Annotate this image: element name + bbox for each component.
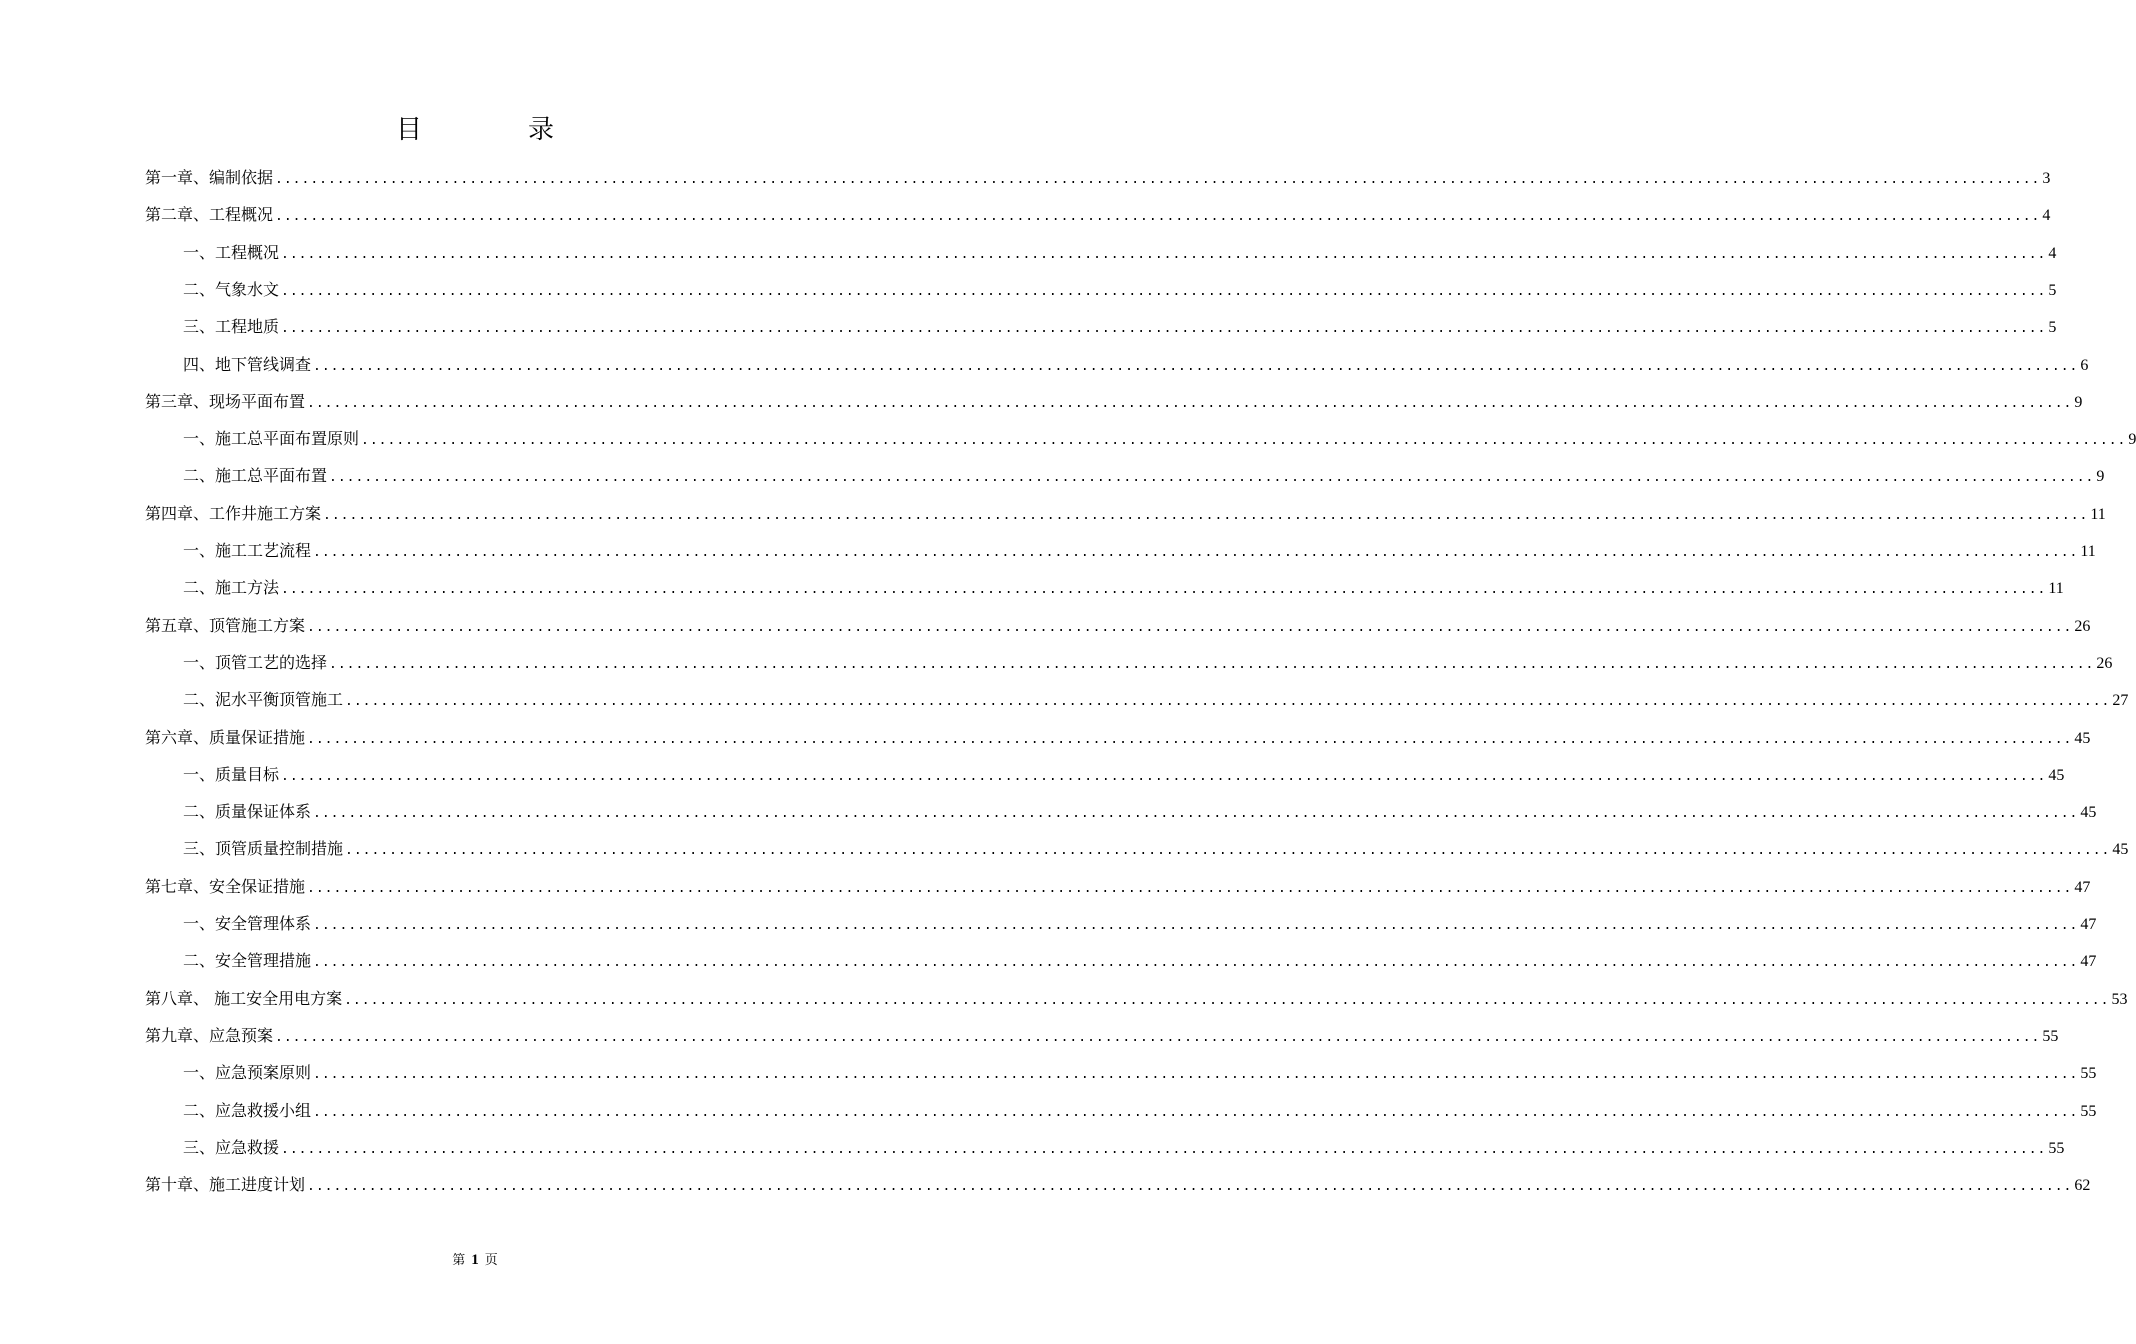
toc-entry-page-number: 9	[2128, 431, 2136, 449]
toc-entry-label: 三、顶管质量控制措施	[183, 839, 344, 859]
toc-entry-label: 二、应急救援小组	[183, 1100, 312, 1120]
toc-section-entry[interactable]	[183, 239, 2057, 267]
toc-dot-leader: ........................................................................................................................................................................................................	[281, 246, 2047, 262]
toc-entry-label: 第七章、安全保证措施	[145, 876, 306, 896]
toc-dot-leader: ........................................................................................................................................................................................................	[313, 955, 2079, 971]
toc-entry-page-number: 9	[2096, 468, 2105, 486]
toc-entry-page-number: 26	[2074, 617, 2091, 635]
toc-entry-page-number: 45	[2048, 766, 2065, 784]
toc-entry-page-number: 47	[2080, 953, 2097, 971]
toc-entry-label: 第八章、 施工安全用电方案	[145, 988, 343, 1008]
footer-page-number: 1	[471, 1252, 479, 1268]
toc-entry-page-number: 11	[2090, 505, 2106, 523]
toc-section-entry[interactable]	[183, 798, 2097, 826]
toc-entry-page-number: 55	[2080, 1102, 2097, 1120]
toc-entry-page-number: 27	[2112, 692, 2129, 710]
toc-dot-leader: ........................................................................................................................................................................................................	[275, 1029, 2041, 1045]
footer-prefix: 第	[452, 1253, 466, 1268]
toc-dot-leader: ........................................................................................................................................................................................................	[313, 545, 2079, 560]
toc-section-entry[interactable]	[183, 425, 2136, 453]
toc-entry-label: 一、施工工艺流程	[183, 541, 312, 560]
toc-dot-leader: ........................................................................................................................................................................................................	[329, 656, 2095, 672]
toc-entry-page-number: 53	[2111, 990, 2128, 1008]
toc-dot-leader: ........................................................................................................................................................................................................	[281, 283, 2047, 299]
toc-section-entry[interactable]	[183, 947, 2097, 975]
toc-entry-label: 第一章、编制依据	[145, 168, 274, 187]
toc-entry-label: 二、质量保证体系	[183, 802, 312, 822]
toc-chapter-entry[interactable]	[145, 388, 2083, 416]
toc-entry-page-number: 55	[2042, 1027, 2059, 1045]
toc-section-entry[interactable]	[183, 1134, 2065, 1162]
toc-entry-page-number: 3	[2042, 170, 2051, 187]
toc-entry-page-number: 5	[2048, 319, 2057, 337]
toc-entry-page-number: 47	[2080, 916, 2097, 933]
toc-dot-leader: ........................................................................................................................................................................................................	[345, 843, 2111, 859]
toc-section-entry[interactable]	[183, 537, 2096, 565]
toc-section-entry[interactable]	[183, 649, 2113, 677]
toc-dot-leader: ........................................................................................................................................................................................................	[281, 582, 2047, 598]
toc-entry-label: 一、工程概况	[183, 242, 280, 262]
toc-entry-page-number: 9	[2074, 393, 2083, 411]
toc-chapter-entry[interactable]	[145, 500, 2106, 528]
toc-dot-leader: ........................................................................................................................................................................................................	[281, 321, 2047, 337]
toc-entry-label: 二、泥水平衡顶管施工	[183, 690, 344, 710]
page-footer	[0, 1248, 950, 1273]
toc-dot-leader: ........................................................................................................................................................................................................	[281, 768, 2047, 784]
toc-dot-leader: ........................................................................................................................................................................................................	[344, 992, 2110, 1008]
toc-dot-leader: ........................................................................................................................................................................................................	[313, 1067, 2079, 1083]
toc-dot-leader: ........................................................................................................................................................................................................	[345, 694, 2111, 710]
toc-entry-page-number: 4	[2048, 244, 2057, 262]
toc-entry-label: 第三章、现场平面布置	[145, 391, 306, 411]
toc-entry-page-number: 45	[2112, 841, 2129, 859]
toc-chapter-entry[interactable]	[145, 985, 2128, 1013]
toc-dot-leader: ........................................................................................................................................................................................................	[313, 358, 2079, 374]
toc-chapter-entry[interactable]	[145, 724, 2091, 752]
toc-entry-page-number: 6	[2080, 356, 2089, 374]
toc-entry-label: 第九章、应急预案	[145, 1025, 274, 1045]
toc-section-entry[interactable]	[183, 462, 2105, 490]
toc-section-entry[interactable]	[183, 1059, 2097, 1087]
toc-entry-label: 二、安全管理措施	[183, 951, 312, 971]
toc-entry-page-number: 55	[2080, 1065, 2097, 1083]
toc-section-entry[interactable]	[183, 351, 2089, 379]
toc-chapter-entry[interactable]	[145, 612, 2091, 640]
toc-section-entry[interactable]	[183, 835, 2129, 863]
toc-entry-page-number: 62	[2074, 1177, 2091, 1195]
toc-entry-page-number: 47	[2074, 878, 2091, 896]
toc-entry-label: 第二章、工程概况	[145, 205, 274, 225]
toc-section-entry[interactable]	[183, 1097, 2097, 1125]
toc-entry-page-number: 55	[2048, 1139, 2065, 1157]
toc-entry-page-number: 45	[2074, 729, 2091, 747]
toc-entry-page-number: 5	[2048, 281, 2057, 299]
toc-dot-leader: ........................................................................................................................................................................................................	[361, 433, 2127, 449]
toc-entry-page-number: 11	[2080, 543, 2096, 560]
toc-dot-leader: ........................................................................................................................................................................................................	[307, 880, 2073, 896]
toc-dot-leader: ........................................................................................................................................................................................................	[307, 395, 2073, 411]
toc-chapter-entry[interactable]	[145, 164, 2051, 192]
page-title: 目 录	[395, 115, 594, 145]
toc-chapter-entry[interactable]	[145, 201, 2051, 229]
footer-suffix: 页	[484, 1253, 498, 1268]
toc-dot-leader: ........................................................................................................................................................................................................	[329, 470, 2095, 486]
toc-entry-label: 二、施工总平面布置	[183, 466, 328, 486]
toc-dot-leader: ........................................................................................................................................................................................................	[307, 1179, 2073, 1195]
toc-dot-leader: ........................................................................................................................................................................................................	[307, 619, 2073, 635]
toc-entry-label: 一、安全管理体系	[183, 914, 312, 933]
toc-dot-leader: ........................................................................................................................................................................................................	[275, 209, 2041, 225]
toc-entry-label: 一、顶管工艺的选择	[183, 652, 328, 672]
toc-entry-label: 二、气象水文	[183, 279, 280, 299]
toc-section-entry[interactable]	[183, 686, 2129, 714]
toc-entry-page-number: 26	[2096, 654, 2113, 672]
toc-entry-page-number: 11	[2048, 580, 2064, 598]
toc-dot-leader: ........................................................................................................................................................................................................	[307, 731, 2073, 747]
toc-section-entry[interactable]	[183, 761, 2065, 789]
toc-entry-label: 一、施工总平面布置原则	[183, 429, 360, 449]
toc-entry-label: 第六章、质量保证措施	[145, 727, 306, 747]
toc-section-entry[interactable]	[183, 276, 2057, 304]
toc-section-entry[interactable]	[183, 574, 2064, 602]
toc-dot-leader: ........................................................................................................................................................................................................	[313, 1104, 2079, 1120]
toc-chapter-entry[interactable]	[145, 1171, 2091, 1199]
toc-chapter-entry[interactable]	[145, 1022, 2059, 1050]
toc-section-entry[interactable]	[183, 313, 2057, 341]
toc-dot-leader: ........................................................................................................................................................................................................	[323, 507, 2089, 523]
toc-section-entry[interactable]	[183, 910, 2097, 938]
toc-dot-leader: ........................................................................................................................................................................................................	[313, 806, 2079, 822]
toc-dot-leader: ........................................................................................................................................................................................................	[275, 172, 2041, 187]
toc-entry-label: 第十章、施工进度计划	[145, 1175, 306, 1195]
toc-entry-page-number: 4	[2042, 207, 2051, 225]
toc-entry-label: 四、地下管线调查	[183, 354, 312, 374]
toc-entry-label: 二、施工方法	[183, 578, 280, 598]
toc-entry-label: 一、质量目标	[183, 764, 280, 784]
toc-entry-label: 第四章、工作井施工方案	[145, 503, 322, 523]
toc-dot-leader: ........................................................................................................................................................................................................	[281, 1141, 2047, 1157]
toc-entry-page-number: 45	[2080, 804, 2097, 822]
toc-entry-label: 一、应急预案原则	[183, 1063, 312, 1083]
toc-dot-leader: ........................................................................................................................................................................................................	[313, 918, 2079, 933]
toc-chapter-entry[interactable]	[145, 873, 2091, 901]
toc-entry-label: 第五章、顶管施工方案	[145, 615, 306, 635]
toc-entry-label: 三、应急救援	[183, 1137, 280, 1157]
toc-entry-label: 三、工程地质	[183, 317, 280, 337]
